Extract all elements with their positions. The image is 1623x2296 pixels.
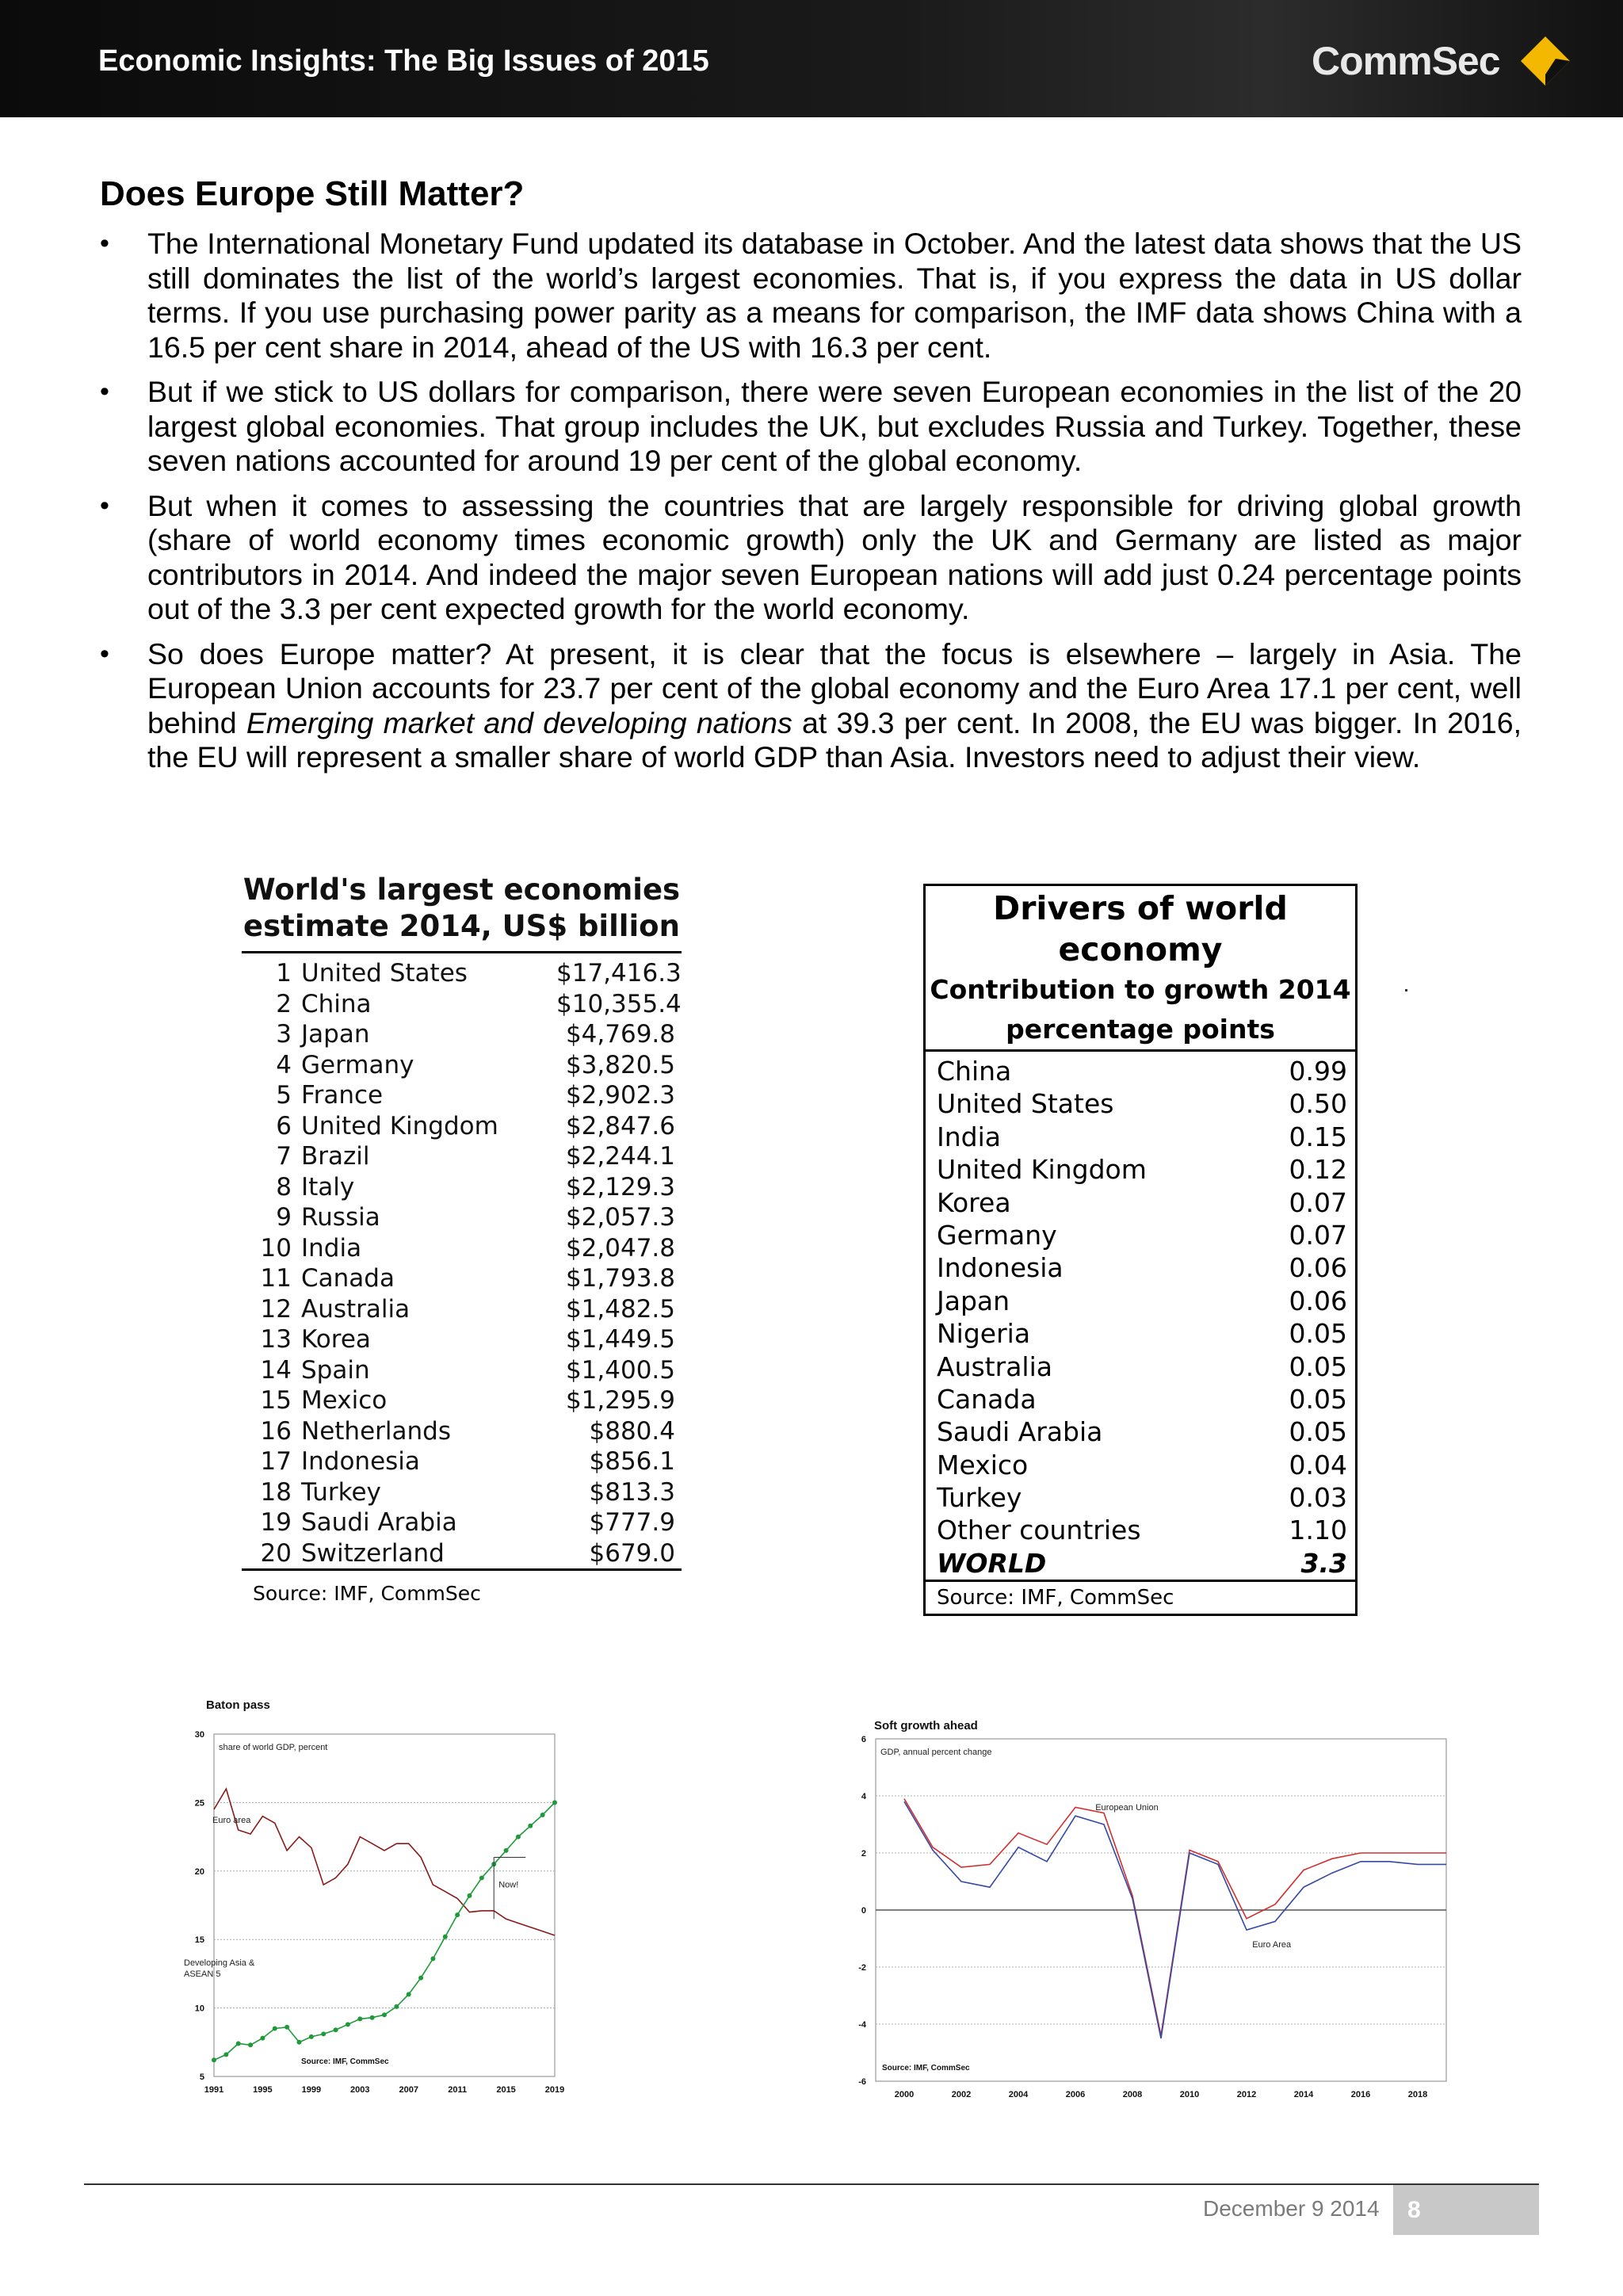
rank-cell: 5 [276,1081,292,1110]
soft-growth-chart [844,1704,1462,2116]
data-point [455,1912,460,1917]
country-cell: Spain [301,1355,370,1385]
chart-subtitle: share of world GDP, percent [219,1743,328,1752]
table-row [926,1317,1355,1350]
data-point [540,1813,545,1817]
y-tick-label: 4 [861,1792,866,1801]
table-row [242,1446,682,1477]
value-cell: $2,129.3 [565,1172,675,1201]
chart-title: Soft growth ahead [874,1719,978,1733]
value-cell: 0.05 [1289,1416,1347,1448]
y-tick-label: 25 [194,1798,204,1809]
table-row [926,1481,1355,1514]
x-tick-label: 2011 [448,2085,468,2095]
x-tick-label: 2007 [399,2085,418,2095]
value-cell: $1,482.5 [565,1294,675,1324]
series-label: Developing Asia & ASEAN 5 [184,1958,255,1979]
country-cell: Japan [301,1020,370,1049]
table-row [242,1050,682,1081]
data-point [236,2042,241,2046]
table-row [926,1251,1355,1284]
y-tick-label: -6 [858,2077,866,2087]
data-point [297,2040,302,2045]
table-source: Source: IMF, CommSec [926,1580,1355,1614]
country-cell: Mexico [937,1449,1029,1480]
y-tick-label: -2 [858,1963,866,1973]
bullet-emphasis: Emerging market and developing nations [246,705,792,739]
bullet-item: • But if we stick to US dollars for comparison, there were seven European economies in the list of the 20 largest global economies. That group includes the UK, but excludes Russia and Turkey. Together, these seven nations accounted for around 19 per cent of the global economy. [100,375,1522,479]
rank-cell: 17 [260,1447,292,1476]
value-cell: $1,449.5 [565,1325,675,1354]
rank-cell: 12 [260,1294,292,1324]
y-tick-label: 2 [861,1849,866,1859]
y-tick-label: 10 [194,2004,204,2014]
country-cell: Germany [937,1219,1057,1251]
data-point [504,1848,509,1853]
value-cell: $2,047.8 [565,1233,675,1263]
value-cell: $2,244.1 [565,1142,675,1171]
table-row [242,1324,682,1355]
chart-title: Baton pass [206,1698,270,1712]
series-line [214,1789,555,1935]
world-total-row [926,1547,1355,1580]
value-cell: $856.1 [589,1447,675,1476]
data-point [285,2025,289,2030]
rank-cell: 11 [260,1264,292,1293]
table-row [242,1019,682,1050]
series-label: European Union [1095,1803,1159,1813]
table-row [926,1087,1355,1120]
country-cell: Indonesia [937,1252,1064,1284]
value-cell: $17,416.3 [556,959,682,988]
rank-cell: 4 [276,1050,292,1079]
data-point [430,1956,435,1961]
country-cell: WORLD [937,1547,1047,1579]
table-row [926,1121,1355,1153]
x-tick-label: 2000 [894,2090,915,2099]
rank-cell: 9 [276,1203,292,1232]
country-cell: Korea [937,1186,1011,1218]
rank-cell: 3 [276,1020,292,1049]
value-cell: $813.3 [589,1477,675,1507]
x-tick-label: 1995 [253,2085,273,2095]
largest-economies-table [242,872,682,1605]
table-subtitle: percentage points [1006,1014,1275,1045]
country-cell: Turkey [937,1482,1022,1514]
bullet-item: • But when it comes to assessing the countries that are largely responsible for driving global growth (share of world economy times economic growth) only the UK and Germany are listed as major contributors in 2014. And indeed the major seven European nations will add just 0.24 percentage points out of the 3.3 per cent expected growth for the world economy. [100,489,1522,627]
data-point [479,1875,484,1880]
data-point [528,1824,533,1828]
x-tick-label: 2016 [1350,2090,1371,2099]
value-cell: 1.10 [1289,1515,1347,1546]
drivers-table [923,884,1358,1616]
table-row [242,1477,682,1508]
series-line [904,1801,1446,2038]
commsec-logo [1312,35,1585,90]
country-cell: Other countries [937,1515,1141,1546]
value-cell: 0.12 [1289,1154,1347,1186]
table-row [926,1449,1355,1481]
x-tick-label: 2003 [350,2085,370,2095]
value-cell: $679.0 [589,1538,675,1568]
value-cell: $1,400.5 [565,1355,675,1385]
country-cell: Italy [301,1172,355,1201]
x-tick-label: 1999 [301,2085,322,2095]
footer-date: December 9 2014 [1203,2196,1380,2221]
table-row [926,1153,1355,1186]
data-point [468,1893,472,1898]
table-row [926,1186,1355,1219]
country-cell: Japan [937,1285,1010,1316]
rank-cell: 15 [260,1386,292,1415]
x-tick-label: 2010 [1179,2090,1200,2099]
data-point [357,2016,362,2021]
x-tick-label: 2014 [1293,2090,1314,2099]
bullet-text: So does Europe matter? At present, it is clear that the focus is elsewhere – largely in Asia. The European Union accounts for 23.7 per cent of the global economy and the Euro Area 17.1 per cent, well behind [147,636,1522,739]
rank-cell: 18 [260,1477,292,1507]
data-point [407,1992,411,1996]
country-cell: Switzerland [301,1538,445,1568]
table-row [242,1416,682,1447]
country-cell: Saudi Arabia [937,1416,1103,1448]
page-number: 8 [1407,2197,1421,2223]
rank-cell: 13 [260,1325,292,1354]
value-cell: $880.4 [589,1416,675,1446]
data-point [223,2052,228,2057]
data-point [418,1976,423,1981]
value-cell: $3,820.5 [565,1050,675,1079]
table-row [242,1172,682,1203]
rank-cell: 16 [260,1416,292,1446]
stray-dot [1405,989,1407,991]
table-subtitle: estimate 2014, US$ billion [243,909,680,943]
country-cell: Germany [301,1050,414,1079]
country-cell: United States [301,959,468,988]
table-body [926,1049,1355,1580]
table-source: Source: IMF, CommSec [253,1582,481,1605]
data-point [309,2034,314,2039]
bullet-list [100,227,1522,785]
table-row [242,1385,682,1416]
y-tick-label: 20 [194,1866,204,1877]
chart-source: Source: IMF, CommSec [882,2064,970,2073]
data-point [260,2036,265,2041]
y-tick-label: 0 [861,1906,866,1916]
x-tick-label: 2004 [1008,2090,1029,2099]
country-cell: Brazil [301,1142,370,1171]
data-point [334,2027,338,2032]
value-cell: $10,355.4 [556,989,682,1018]
data-point [346,2022,350,2027]
value-cell: 3.3 [1300,1547,1347,1579]
value-cell: 0.07 [1289,1219,1347,1251]
table-row [242,989,682,1020]
country-cell: Russia [301,1203,380,1232]
data-point [382,2012,387,2017]
x-tick-label: 2006 [1065,2090,1086,2099]
value-cell: 0.05 [1289,1350,1347,1382]
value-cell: $2,902.3 [565,1081,675,1110]
table-title: Drivers of world economy [993,889,1288,968]
data-point [394,2004,399,2009]
table-row [242,1538,682,1569]
x-tick-label: 2012 [1236,2090,1257,2099]
table-row [242,1202,682,1233]
country-cell: Korea [301,1325,371,1354]
table-subtitle: Contribution to growth 2014 [930,974,1351,1005]
country-cell: United Kingdom [937,1154,1147,1186]
plot-frame [214,1734,555,2076]
rank-cell: 1 [276,959,292,988]
y-tick-label: 30 [194,1730,204,1740]
x-tick-label: 2015 [496,2085,516,2095]
value-cell: 0.04 [1289,1449,1347,1480]
series-line [904,1799,1446,2036]
value-cell: $2,847.6 [565,1111,675,1140]
series-label: Euro Area [1252,1939,1292,1950]
diamond-logo-icon [1519,35,1571,87]
rank-cell: 6 [276,1111,292,1140]
footer-divider [84,2183,1539,2185]
value-cell: 0.06 [1289,1252,1347,1284]
rank-cell: 8 [276,1172,292,1201]
table-row [242,1111,682,1142]
country-cell: United Kingdom [301,1111,498,1140]
data-point [321,2031,326,2036]
x-tick-label: 2002 [951,2090,972,2099]
country-cell: France [301,1081,384,1110]
bullet-text: at 39.3 per cent. In 2008, the EU was bigger. In 2016, the EU will represent a smaller share of world GDP than Asia. Investors need to adjust their view. [147,705,1522,774]
y-tick-label: 15 [194,1935,204,1946]
value-cell: 0.07 [1289,1186,1347,1218]
table-row [242,1141,682,1172]
annotation-label: Now! [498,1880,519,1890]
value-cell: $1,295.9 [565,1386,675,1415]
chart-subtitle: GDP, annual percent change [880,1748,992,1757]
country-cell: Canada [937,1383,1037,1415]
table-row [242,1507,682,1538]
country-cell: Mexico [301,1386,388,1415]
country-cell: Australia [301,1294,411,1324]
country-cell: Canada [301,1264,395,1293]
table-row [242,1294,682,1325]
value-cell: 0.50 [1289,1088,1347,1120]
series-label: Euro area [212,1816,251,1825]
table-row [926,1219,1355,1251]
data-point [552,1800,557,1805]
value-cell: $777.9 [589,1508,675,1537]
baton-pass-chart [158,1688,753,2108]
rank-cell: 19 [260,1508,292,1537]
country-cell: India [301,1233,362,1263]
table-body [242,953,682,1571]
country-cell: Saudi Arabia [301,1508,457,1537]
x-tick-label: 2008 [1122,2090,1143,2099]
table-row [242,1080,682,1111]
data-point [248,2042,253,2047]
value-cell: $1,793.8 [565,1264,675,1293]
header-title: Economic Insights: The Big Issues of 2015 [98,44,709,78]
data-point [443,1935,448,1939]
table-row [926,1055,1355,1087]
country-cell: China [301,989,372,1018]
bullet-item: • The International Monetary Fund updated its database in October. And the latest data shows that the US still dominates the list of the world’s largest economies. That is, if you express the data in US dollar terms. If you use purchasing power parity as a means for comparison, the IMF data shows China with a 16.5 per cent share in 2014, ahead of the US with 16.3 per cent. [100,227,1522,365]
country-cell: Nigeria [937,1318,1031,1350]
rank-cell: 10 [260,1233,292,1263]
country-cell: Indonesia [301,1447,420,1476]
x-tick-label: 2018 [1407,2090,1428,2099]
country-cell: India [937,1121,1001,1152]
table-row [926,1350,1355,1383]
table-title: World's largest economies [242,873,681,907]
rank-cell: 2 [276,989,292,1018]
table-row [926,1383,1355,1415]
country-cell: China [937,1056,1012,1087]
country-cell: Turkey [301,1477,381,1507]
value-cell: 0.15 [1289,1121,1347,1152]
data-point [212,2057,216,2062]
data-point [516,1835,521,1839]
data-point [370,2015,375,2020]
rank-cell: 7 [276,1142,292,1171]
y-tick-label: 6 [861,1735,866,1744]
bullet-item [100,637,1522,775]
table-row [242,1355,682,1386]
x-tick-label: 2019 [544,2085,565,2095]
value-cell: 0.05 [1289,1383,1347,1415]
table-row [926,1415,1355,1448]
brand-name: CommSec [1312,39,1500,83]
page-number-box [1393,2185,1539,2235]
page-header [0,0,1623,117]
value-cell: 0.05 [1289,1318,1347,1350]
data-point [273,2027,277,2031]
table-row [242,1263,682,1294]
y-tick-label: -4 [858,2020,866,2030]
country-cell: Australia [937,1350,1052,1382]
y-tick-label: 5 [199,2073,204,2082]
table-row [242,958,682,989]
x-tick-label: 1991 [204,2085,224,2095]
chart-source: Source: IMF, CommSec [301,2057,389,2066]
table-row [926,1514,1355,1546]
value-cell: $2,057.3 [565,1203,675,1232]
value-cell: 0.03 [1289,1482,1347,1514]
value-cell: $4,769.8 [565,1020,675,1049]
value-cell: 0.99 [1289,1056,1347,1087]
rank-cell: 20 [260,1538,292,1568]
value-cell: 0.06 [1289,1285,1347,1316]
country-cell: United States [937,1088,1114,1120]
country-cell: Netherlands [301,1416,451,1446]
table-row [242,1233,682,1264]
series-line [214,1802,555,2060]
rank-cell: 14 [260,1355,292,1385]
section-heading: Does Europe Still Matter? [100,174,525,213]
table-row [926,1285,1355,1317]
